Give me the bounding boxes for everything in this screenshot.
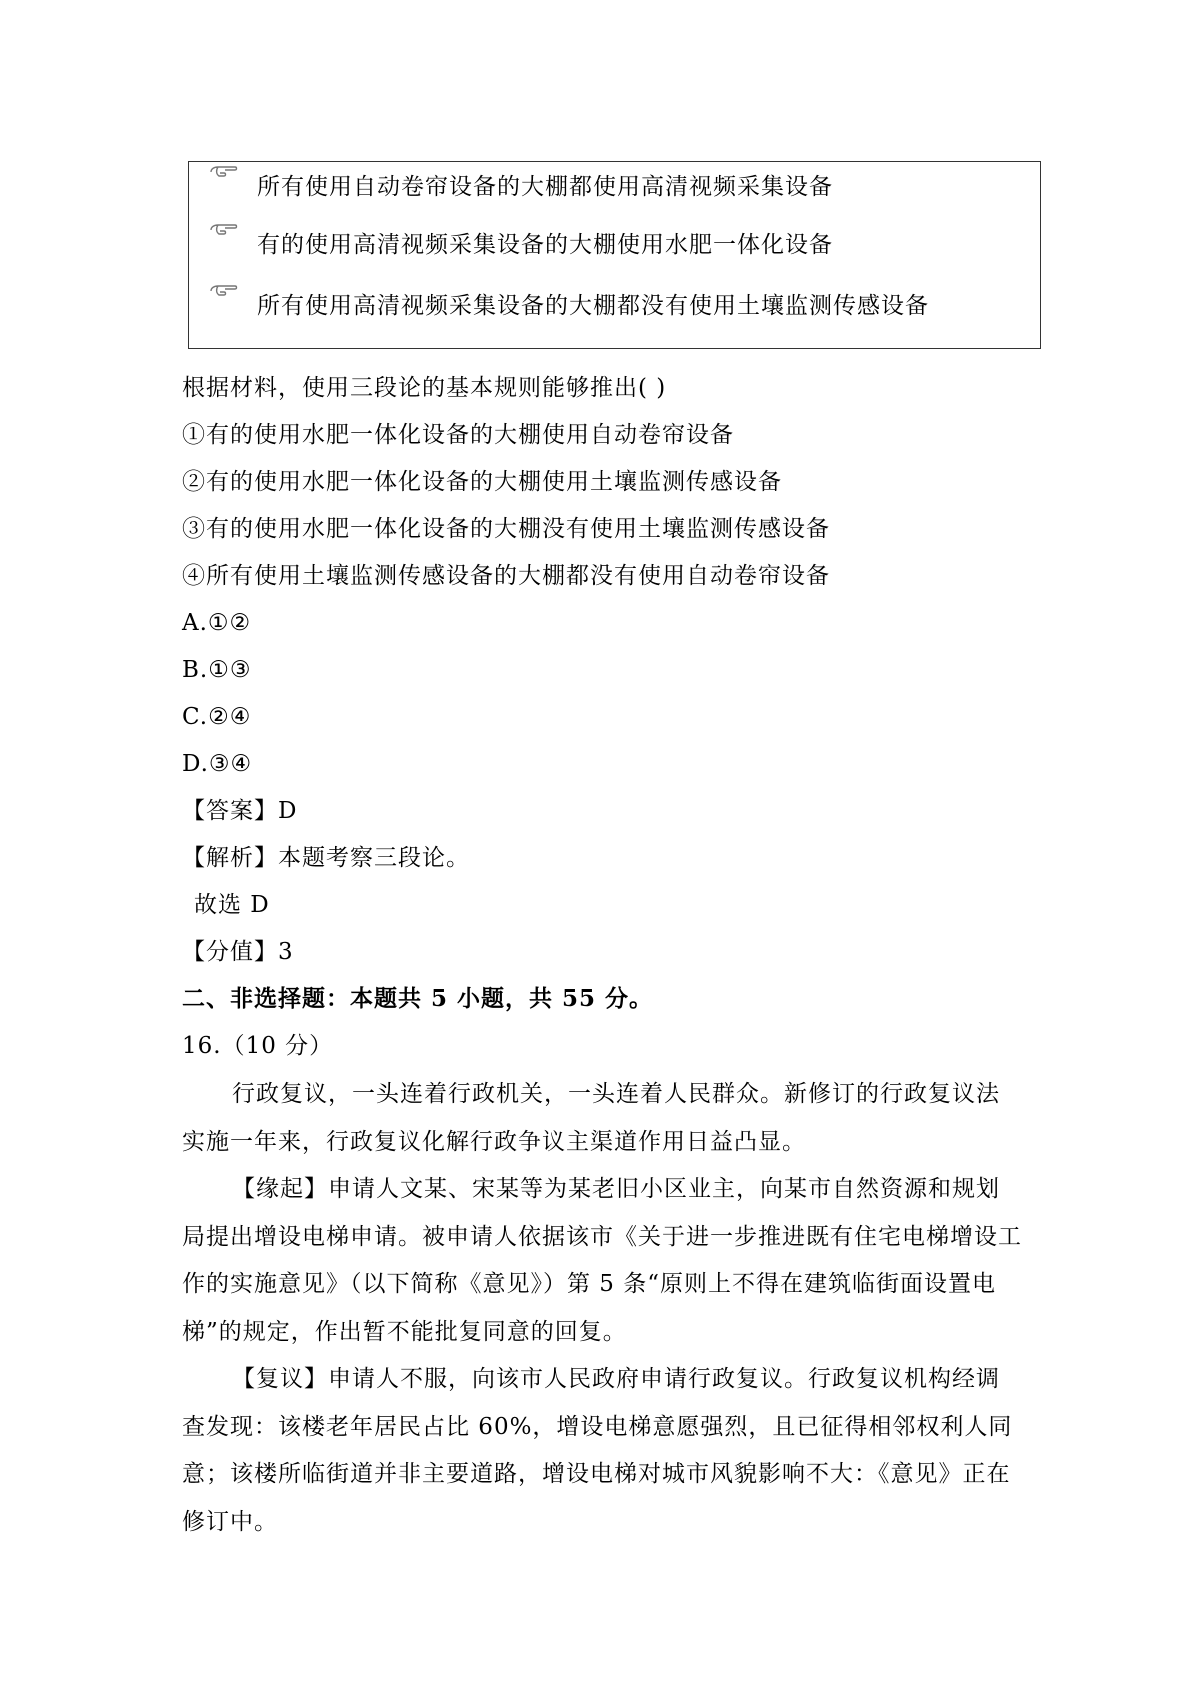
premise-text: 所有使用自动卷帘设备的大棚都使用高清视频采集设备 — [257, 173, 833, 200]
statement-4: ④所有使用土壤监测传感设备的大棚都没有使用自动卷帘设备 — [182, 563, 830, 589]
option-d: D.③④ — [182, 751, 253, 777]
question-stem: 根据材料，使用三段论的基本规则能够推出( ) — [182, 375, 667, 401]
origin-paragraph: 【缘起】申请人文某、宋某等为某老旧小区业主，向某市自然资源和规划局提出增设电梯申请。被申请人依据该市《关于进一步推进既有住宅电梯增设工作的实施意见》（以下简称《意见》）第 5 条“原则上不得在建筑临街面设置电梯”的规定，作出暂不能批复同意的回复。 — [182, 1176, 1022, 1345]
analysis: 【解析】本题考察三段论。 — [182, 845, 470, 871]
pointing-hand-icon — [209, 165, 239, 179]
option-c: C.②④ — [182, 704, 252, 730]
section-heading: 二、非选择题：本题共 5 小题，共 55 分。 — [182, 985, 654, 1012]
intro-paragraph: 行政复议，一头连着行政机关，一头连着人民群众。新修订的行政复议法实施一年来，行政复议化解行政争议主渠道作用日益凸显。 — [182, 1081, 1000, 1155]
premise-text: 有的使用高清视频采集设备的大棚使用水肥一体化设备 — [257, 231, 833, 258]
statement-1: ①有的使用水肥一体化设备的大棚使用自动卷帘设备 — [182, 422, 734, 448]
review-paragraph: 【复议】申请人不服，向该市人民政府申请行政复议。行政复议机构经调查发现：该楼老年居民占比 60%，增设电梯意愿强烈，且已征得相邻权利人同意；该楼所临街道并非主要道路，增设电梯对城市风貌影响不大：《意见》正在修订中。 — [182, 1366, 1013, 1535]
statement-3: ③有的使用水肥一体化设备的大棚没有使用土壤监测传感设备 — [182, 516, 830, 542]
option-b: B.①③ — [182, 657, 252, 683]
premise-item — [209, 222, 833, 262]
premise-box — [188, 161, 1041, 349]
question-16-label: 16.（10 分） — [182, 1033, 334, 1059]
statement-2: ②有的使用水肥一体化设备的大棚使用土壤监测传感设备 — [182, 469, 782, 495]
conclusion: 故选 D — [194, 892, 270, 918]
score: 【分值】3 — [182, 939, 294, 965]
pointing-hand-icon — [209, 284, 239, 298]
pointing-hand-icon — [209, 223, 239, 237]
answer: 【答案】D — [182, 798, 298, 824]
premise-item — [209, 164, 833, 204]
option-a: A.①② — [182, 610, 252, 636]
premise-text: 所有使用高清视频采集设备的大棚都没有使用土壤监测传感设备 — [257, 292, 929, 319]
premise-item — [209, 283, 929, 323]
